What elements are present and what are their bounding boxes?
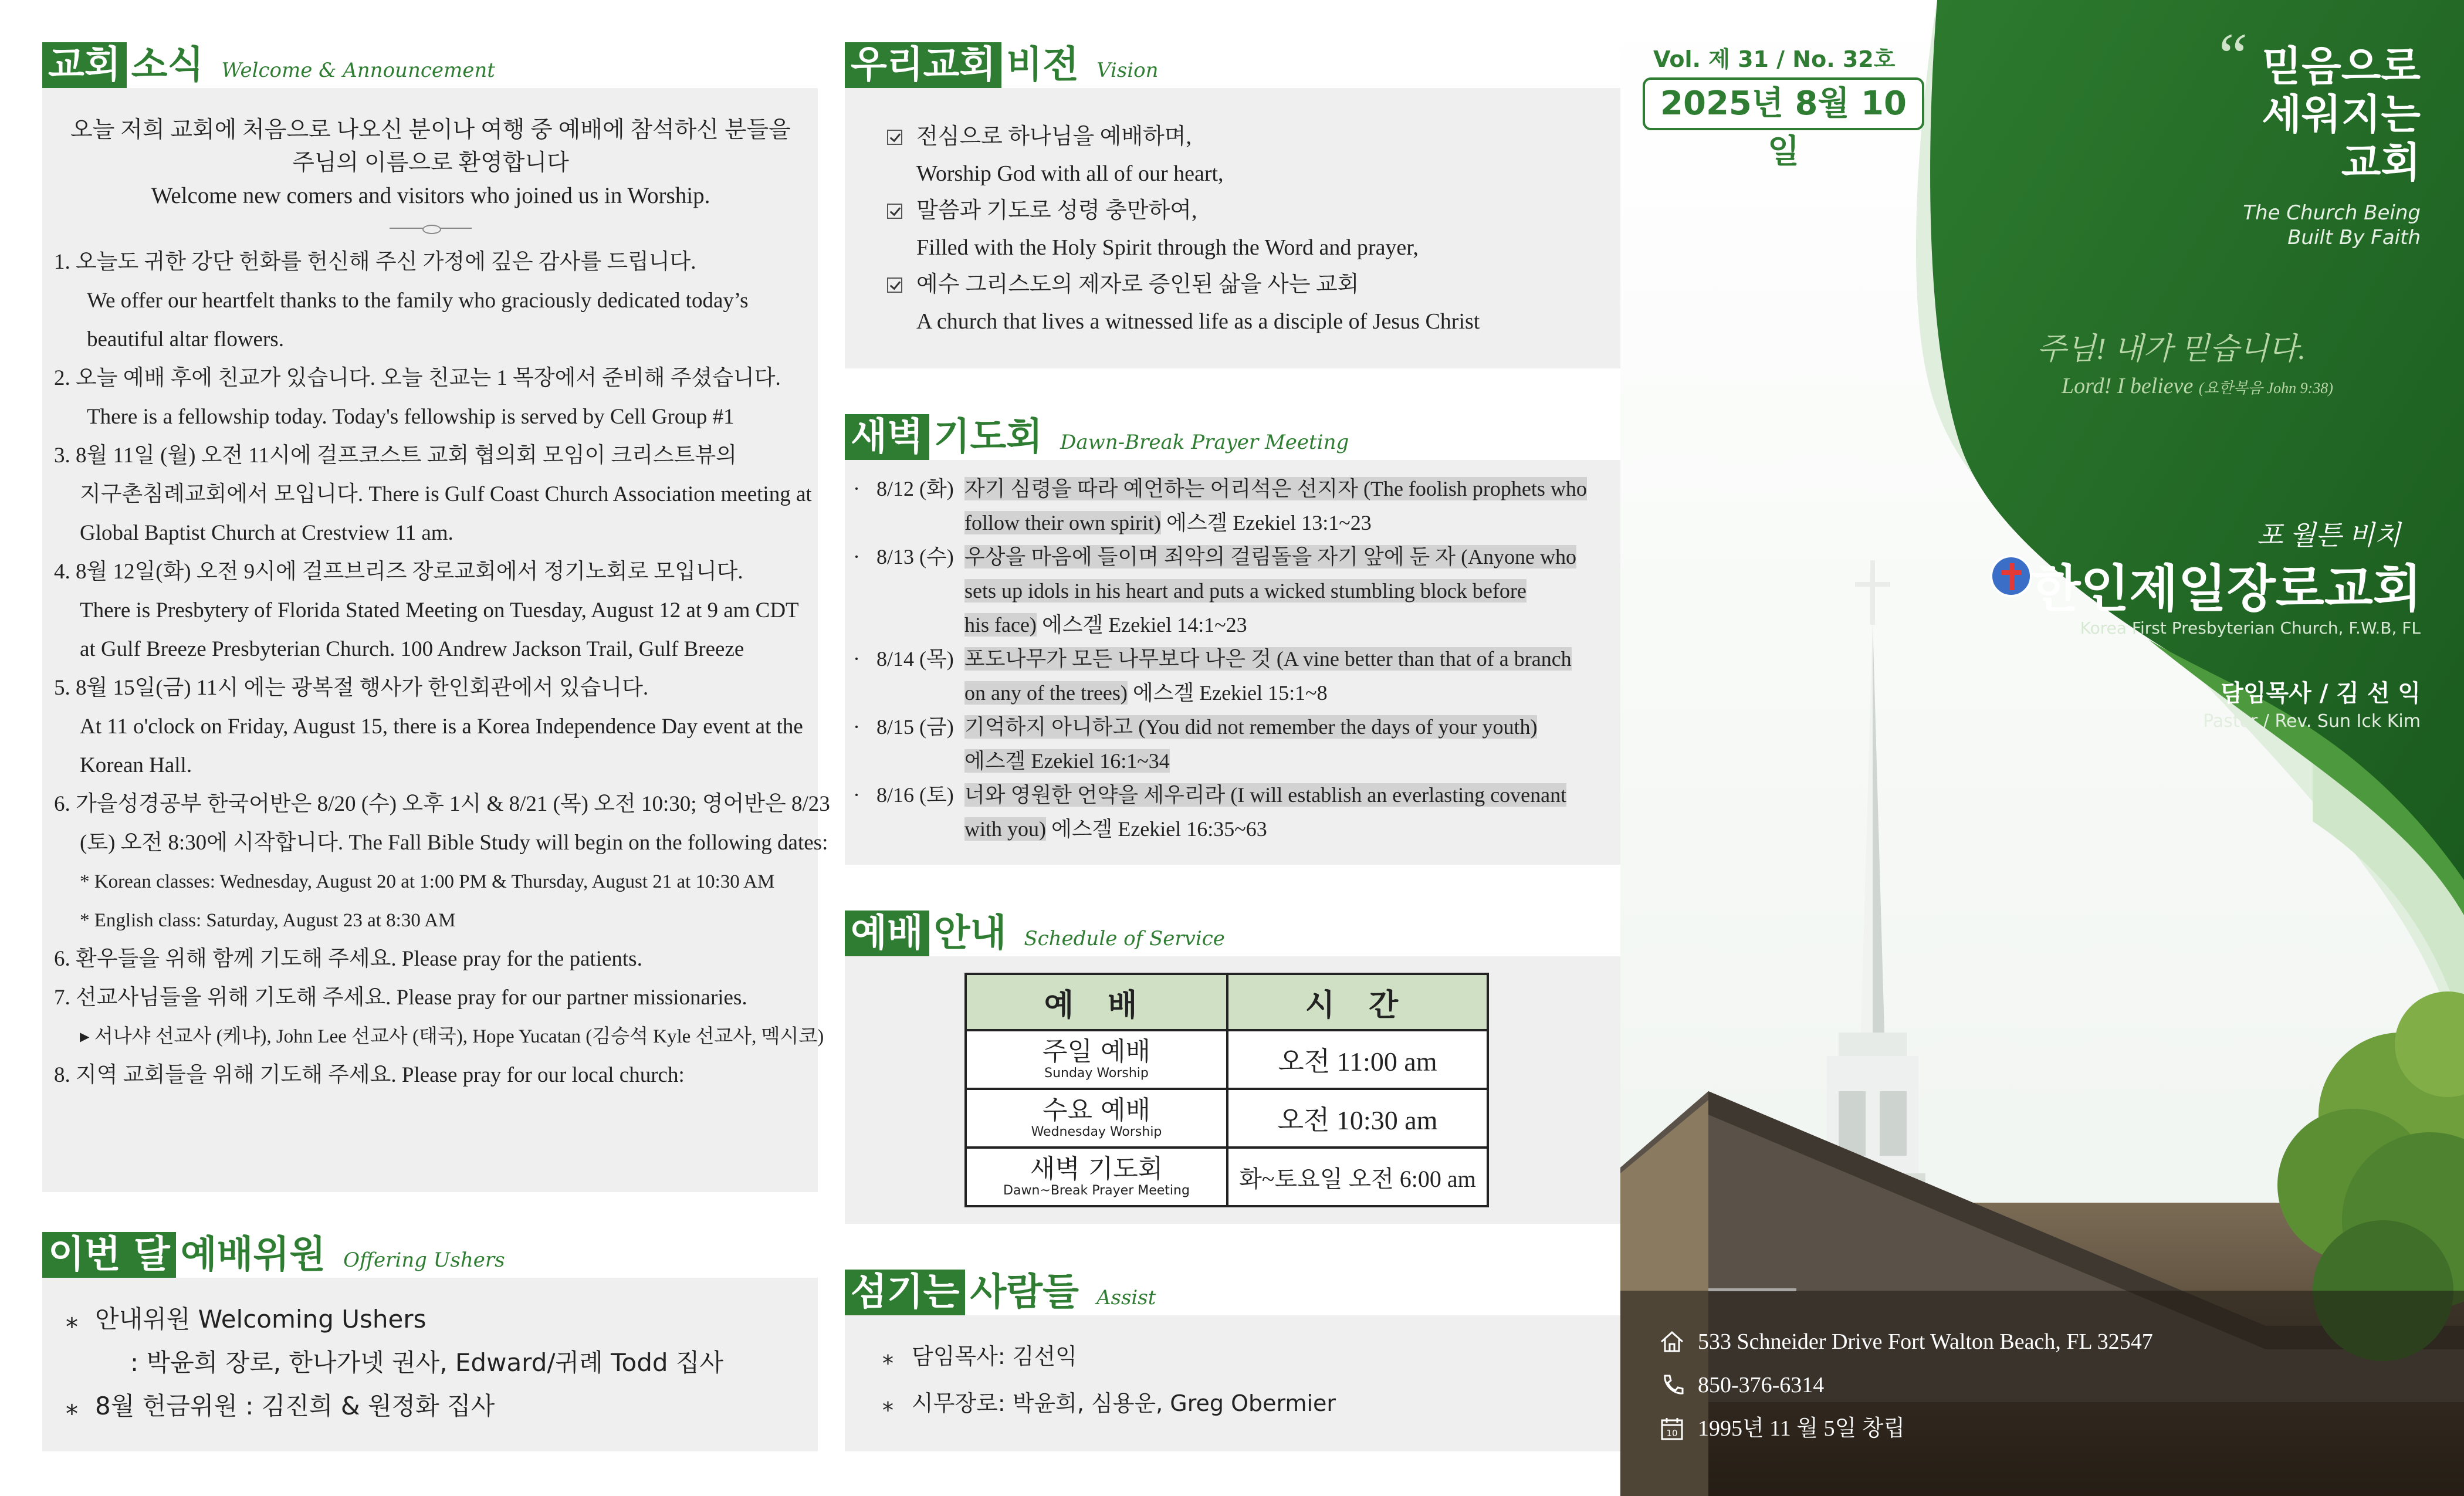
- vision-panel: [845, 88, 1620, 368]
- prayer-date: 8/12 (화): [876, 477, 954, 500]
- vision-section-header: [845, 42, 1158, 88]
- phone-icon: [1659, 1372, 1685, 1398]
- ornament-divider: [390, 224, 472, 232]
- news-line: 4. 8월 12일(화) 오전 9시에 걸프브리즈 장로교회에서 정기노회로 모입니다.: [54, 560, 743, 584]
- news-section-header: [42, 42, 495, 88]
- schedule-title-en: Schedule of Service: [1024, 927, 1225, 950]
- vision-item: [887, 192, 1620, 229]
- service-time: 오전 11:00 am: [1227, 1030, 1488, 1089]
- motto-en-line: Built By Faith: [2287, 226, 2421, 249]
- motto-line: 믿음으로: [2262, 42, 2421, 90]
- news-line: At 11 o'clock on Friday, August 15, there is a Korea Independence Day event at the: [80, 715, 803, 739]
- welcome-line-en: Welcome new comers and visitors who joined us in Worship.: [151, 183, 710, 208]
- assist-title-rest: 사람들: [970, 1271, 1079, 1314]
- service-en: Dawn~Break Prayer Meeting: [1003, 1183, 1190, 1198]
- founded-text: 1995년 11 월 5일 창립: [1698, 1416, 1905, 1441]
- prayer-text: on any of the trees): [964, 681, 1128, 705]
- prayer-date: 8/15 (금): [876, 715, 954, 739]
- motto-en-line: The Church Being: [2243, 201, 2421, 225]
- news-line: We offer our heartfelt thanks to the family who graciously dedicated today’s: [87, 289, 749, 313]
- news-title-tag: 교회: [42, 42, 127, 88]
- usher-text: 8월 헌금위원 : 김진희 & 원정화 집사: [95, 1392, 495, 1420]
- vision-title-rest: 비전: [1006, 43, 1079, 87]
- service-ko: 새벽 기도회: [1030, 1154, 1163, 1184]
- vision-ko: 말씀과 기도로 성령 충만하여,: [916, 198, 1197, 223]
- schedule-table: [964, 973, 1489, 1207]
- service-ko: 수요 예배: [1042, 1095, 1150, 1125]
- prayer-text: 너와 영원한 언약을 세우리라 (I will establish an everlasting covenant: [964, 783, 1567, 807]
- quote-ref: (요한복음 John 9:38): [2198, 380, 2333, 397]
- assist-text: 담임목사: 김선익: [912, 1343, 1077, 1369]
- prayer-item: · 8/13 (수) 우상을 마음에 들이며 죄악의 걸림돌을 자기 앞에 둔 자 (Anyone who sets up idols in his heart and puts a wicked stumbling block before his face) 에스겔 Ezekiel 14:1~23: [853, 540, 1615, 642]
- church-logo: [1990, 555, 2032, 597]
- motto-line: 교회: [2341, 138, 2421, 187]
- cover-panel: [1620, 0, 2464, 1496]
- contact-info: [1659, 1320, 2153, 1450]
- prayer-ref: 에스겔 Ezekiel 15:1~8: [1127, 681, 1328, 705]
- table-row: [966, 1030, 1488, 1089]
- schedule-section-header: [845, 911, 1225, 956]
- news-line: at Gulf Breeze Presbyterian Church. 100 Andrew Jackson Trail, Gulf Breeze: [80, 637, 744, 661]
- prayer-item: · 8/15 (금) 기억하지 아니하고 (You did not remember the days of your youth) 에스겔 Ezekiel 16:1~34: [853, 710, 1615, 778]
- prayer-item: · 8/14 (목) 포도나무가 모든 나무보다 나은 것 (A vine better than that of a branch on any of the trees) 에스겔 Ezekiel 15:1~8: [853, 642, 1615, 710]
- prayer-ref: 에스겔 Ezekiel 14:1~23: [1036, 613, 1247, 637]
- assist-title-tag: 섬기는: [845, 1270, 965, 1315]
- motto-en: [2243, 201, 2421, 250]
- service-en: Sunday Worship: [1044, 1066, 1149, 1081]
- vision-title-tag: 우리교회: [845, 42, 1001, 88]
- prayer-ref: 에스겔 Ezekiel 13:1~23: [1160, 511, 1372, 534]
- ushers-title-rest: 예배위원: [180, 1233, 326, 1277]
- service-ko: 주일 예배: [1042, 1037, 1150, 1067]
- calendar-icon: [1659, 1416, 1685, 1441]
- motto-ko: [2262, 42, 2421, 187]
- news-line: 2. 오늘 예배 후에 친교가 있습니다. 오늘 친교는 1 목장에서 준비해 주셨습니다.: [54, 366, 781, 390]
- prayer-text: 자기 심령을 따라 예언하는 어리석은 선지자 (The foolish prophets who: [964, 477, 1587, 500]
- news-line: There is Presbytery of Florida Stated Meeting on Tuesday, August 12 at 9 am CDT: [80, 598, 799, 622]
- city-name: 포 월튼 비치: [2256, 520, 2401, 550]
- checkbox-icon: [887, 130, 902, 145]
- ushers-title-tag: 이번 달: [42, 1232, 176, 1278]
- news-line: 3. 8월 11일 (월) 오전 11시에 걸프코스트 교회 협의회 모임이 크리스트뷰의: [54, 444, 737, 468]
- assist-section-header: [845, 1270, 1156, 1315]
- assist-text: 시무장로: 박윤희, 심용운, Greg Obermier: [912, 1390, 1336, 1416]
- prayer-text: his face): [964, 613, 1037, 637]
- prayer-text: sets up idols in his heart and puts a wicked stumbling block before: [964, 579, 1527, 603]
- news-line: 7. 선교사님들을 위해 기도해 주세요. Please pray for our partner missionaries.: [54, 986, 747, 1010]
- vision-title-en: Vision: [1096, 59, 1159, 82]
- pastor-ko: 담임목사 / 김 선 익: [2221, 680, 2421, 707]
- vision-ko: 예수 그리스도의 제자로 증인된 삶을 사는 교회: [916, 272, 1359, 297]
- church-name: 한인제일장로교회: [2032, 560, 2422, 618]
- cross-icon: [2009, 563, 2014, 590]
- pastor-en: Pastor / Rev. Sun Ick Kim: [2203, 711, 2421, 732]
- announcements-list: [54, 243, 830, 1095]
- bullet-icon: ⁎: [66, 1305, 78, 1333]
- vision-en: Filled with the Holy Spirit through the Word and prayer,: [916, 235, 1419, 260]
- news-line: 지구촌침례교회에서 모입니다. There is Gulf Coast Church Association meeting at: [80, 482, 812, 506]
- service-time: 오전 10:30 am: [1227, 1089, 1488, 1148]
- home-icon: [1659, 1329, 1685, 1355]
- assist-line: [882, 1380, 1620, 1427]
- news-line: There is a fellowship today. Today's fellowship is served by Cell Group #1: [87, 405, 735, 429]
- table-row: [966, 1089, 1488, 1148]
- prayer-title-tag: 새벽: [845, 414, 929, 460]
- prayer-ref: 에스겔 Ezekiel 16:35~63: [1046, 817, 1267, 841]
- news-line: 1. 오늘도 귀한 강단 헌화를 헌신해 주신 가정에 깊은 감사를 드립니다.: [54, 250, 696, 274]
- prayer-text: with you): [964, 817, 1046, 841]
- prayer-panel: [845, 460, 1620, 865]
- news-line: * English class: Saturday, August 23 at 8:30 AM: [80, 910, 456, 931]
- schedule-title-rest: 안내: [933, 912, 1007, 955]
- assist-line: [882, 1333, 1620, 1380]
- scripture-quote-ko: 주님! 내가 믿습니다.: [2037, 333, 2306, 366]
- news-title-en: Welcome & Announcement: [221, 59, 495, 82]
- prayer-title-en: Dawn-Break Prayer Meeting: [1060, 431, 1349, 454]
- prayer-ref: 에스겔 Ezekiel 16:1~34: [964, 749, 1170, 773]
- vision-item: [887, 266, 1620, 303]
- assist-title-en: Assist: [1096, 1286, 1156, 1309]
- news-title-rest: 소식: [131, 43, 204, 87]
- news-line: 6. 환우들을 위해 함께 기도해 주세요. Please pray for the patients.: [54, 947, 642, 971]
- usher-text: 안내위원 Welcoming Ushers: [95, 1305, 427, 1333]
- ushers-section-header: [42, 1232, 505, 1278]
- prayer-text: follow their own spirit): [964, 511, 1161, 534]
- vision-item: [887, 119, 1620, 155]
- vision-en: A church that lives a witnessed life as a disciple of Jesus Christ: [916, 309, 1480, 334]
- vision-en: Worship God with all of our heart,: [916, 161, 1224, 186]
- news-line: ▸ 서나샤 선교사 (케냐), John Lee 선교사 (태국), Hope Yucatan (김승석 Kyle 선교사, 멕시코): [80, 1026, 824, 1047]
- ushers-title-en: Offering Ushers: [343, 1248, 505, 1272]
- schedule-title-tag: 예배: [845, 911, 929, 956]
- schedule-panel: [845, 956, 1620, 1224]
- svg-text:10: 10: [1666, 1428, 1678, 1439]
- ushers-panel: [42, 1278, 818, 1451]
- prayer-date: 8/13 (수): [876, 545, 954, 568]
- news-line: Global Baptist Church at Crestview 11 am.: [80, 521, 453, 545]
- quote-en-text: Lord! I believe: [2062, 374, 2194, 398]
- news-panel: [42, 88, 830, 1192]
- usher-line: [66, 1385, 818, 1428]
- address-row: [1659, 1320, 2153, 1363]
- prayer-text: 기억하지 아니하고 (You did not remember the days of your youth): [964, 715, 1538, 739]
- schedule-head-time: 시 간: [1227, 974, 1488, 1030]
- quote-mark-icon: “: [2219, 20, 2248, 92]
- welcome-line-ko2: 주님의 이름으로 환영합니다: [292, 150, 569, 175]
- assist-panel: [845, 1315, 1620, 1451]
- usher-line: [66, 1341, 818, 1385]
- bullet-icon: ⁎: [66, 1392, 78, 1420]
- vision-ko: 전심으로 하나님을 예배하며,: [916, 124, 1192, 149]
- bulletin-date: 2025년 8월 10일: [1643, 77, 1924, 130]
- welcome-line-ko1: 오늘 저희 교회에 처음으로 나오신 분이나 여행 중 예배에 참석하신 분들을: [70, 117, 791, 143]
- scripture-quote-en: [2062, 373, 2333, 399]
- phone-text: 850-376-6314: [1698, 1373, 1825, 1397]
- founded-row: [1659, 1407, 2153, 1450]
- motto-line: 세워지는: [2262, 90, 2421, 138]
- prayer-text: 우상을 마음에 들이며 죄악의 걸림돌을 자기 앞에 둔 자 (Anyone who: [964, 545, 1577, 568]
- usher-text: : 박윤희 장로, 한나가넷 권사, Edward/귀례 Todd 집사: [130, 1348, 724, 1377]
- news-line: 6. 가을성경공부 한국어반은 8/20 (수) 오후 1시 & 8/21 (목) 오전 10:30; 영어반은 8/23: [54, 792, 830, 816]
- news-line: 5. 8월 15일(금) 11시 에는 광복절 행사가 한인회관에서 있습니다.: [54, 676, 649, 700]
- prayer-text: 포도나무가 모든 나무보다 나은 것 (A vine better than that of a branch: [964, 647, 1572, 671]
- checkbox-icon: [887, 277, 902, 293]
- prayer-item: · 8/12 (화) 자기 심령을 따라 예언하는 어리석은 선지자 (The foolish prophets who follow their own spirit) 에스겔 Ezekiel 13:1~23: [853, 472, 1615, 540]
- schedule-head-service: 예 배: [966, 974, 1227, 1030]
- address-text: 533 Schneider Drive Fort Walton Beach, FL 32547: [1698, 1329, 2153, 1354]
- bullet-icon: ⁎: [882, 1343, 893, 1369]
- news-line: (토) 오전 8:30에 시작합니다. The Fall Bible Study will begin on the following dates:: [80, 831, 828, 855]
- phone-row: [1659, 1363, 2153, 1407]
- prayer-item: · 8/16 (토) 너와 영원한 언약을 세우리라 (I will establish an everlasting covenant with you) 에스겔 Ezekiel 16:35~63: [853, 778, 1615, 846]
- service-en: Wednesday Worship: [1031, 1125, 1162, 1139]
- table-row: [966, 1148, 1488, 1206]
- news-line: beautiful altar flowers.: [87, 327, 284, 351]
- news-line: Korean Hall.: [80, 753, 192, 777]
- prayer-title-rest: 기도회: [933, 415, 1043, 459]
- prayer-date: 8/16 (토): [876, 783, 954, 807]
- prayer-date: 8/14 (목): [876, 647, 954, 671]
- volume-label: Vol. 제 31 / No. 32호: [1653, 46, 1896, 72]
- church-name-en: Korea First Presbyterian Church, F.W.B, FL: [2080, 618, 2421, 638]
- news-line: 8. 지역 교회들을 위해 기도해 주세요. Please pray for our local church:: [54, 1063, 685, 1087]
- checkbox-icon: [887, 204, 902, 219]
- service-time: 화~토요일 오전 6:00 am: [1227, 1148, 1488, 1206]
- usher-line: [66, 1298, 818, 1341]
- welcome-message: [54, 114, 807, 212]
- news-line: * Korean classes: Wednesday, August 20 at 1:00 PM & Thursday, August 21 at 10:30 AM: [80, 871, 775, 892]
- prayer-section-header: [845, 414, 1349, 460]
- bullet-icon: ⁎: [882, 1390, 893, 1416]
